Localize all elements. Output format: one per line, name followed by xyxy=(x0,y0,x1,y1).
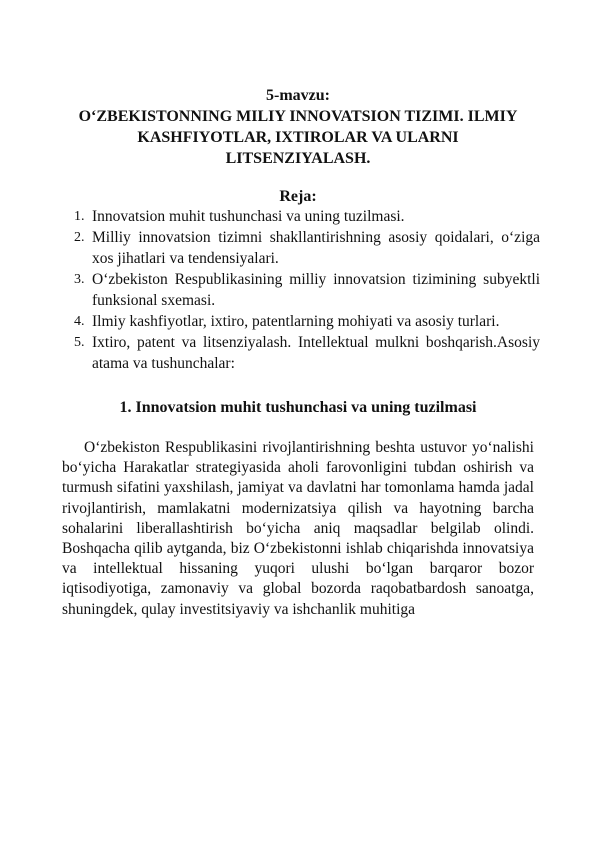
plan-list xyxy=(54,206,540,374)
plan-item xyxy=(54,269,540,311)
plan-item-number: 5. xyxy=(74,335,85,350)
plan-item-number: 4. xyxy=(74,314,85,329)
plan-item-text: Innovatsion muhit tushunchasi va uning tuzilmasi. xyxy=(92,208,405,225)
topic-title-line-3: LITSENZIYALASH. xyxy=(225,150,371,167)
plan-item-number: 2. xyxy=(74,230,85,245)
plan-title: Reja: xyxy=(279,188,317,205)
plan-item xyxy=(54,311,540,332)
section-heading: 1. Innovatsion muhit tushunchasi va uning tuzilmasi xyxy=(119,399,477,416)
plan-item xyxy=(54,206,540,227)
body-paragraph: O‘zbekiston Respublikasini rivojlantirishning beshta ustuvor yo‘nalishi bo‘yicha Harakatlar strategiyasida aholi farovonligini tubdan oshirish va turmush sifatini yaxshilash, jamiyat va davlatni har tomonlama hamda jadal rivojlantirish, mamlakatni modernizatsiya qilish va hayotning barcha sohalarini liberallashtirish bo‘yicha aniq maqsadlar belgilab olindi. Boshqacha qilib aytganda, biz O‘zbekistonni ishlab chiqarishda innovatsiya va intellektual hissaning yuqori ulushi bo‘lgan barqaror bozor iqtisodiyotiga, zamonaviy va global bozorda raqobatbardosh sanoatga, shuningdek, qulay investitsiyaviy va ishchanlik muhitiga xyxy=(62,439,534,618)
plan-item-text: Ixtiro, patent va litsenziyalash. Intellektual mulkni boshqarish.Asosiy atama va tushunchalar: xyxy=(92,334,540,372)
plan-item-text: Ilmiy kashfiyotlar, ixtiro, patentlarning mohiyati va asosiy turlari. xyxy=(92,313,500,330)
plan-item-number: 1. xyxy=(74,209,85,224)
plan-item xyxy=(54,227,540,269)
plan-item-text: Milliy innovatsion tizimni shakllantirishning asosiy qoidalari, o‘ziga xos jihatlari va tendensiyalari. xyxy=(92,229,540,267)
topic-title xyxy=(40,106,556,169)
topic-title-line-1: O‘ZBEKISTONNING MILIY INNOVATSION TIZIMI. ILMIY xyxy=(78,108,518,125)
plan-item-text: O‘zbekiston Respublikasining milliy innovatsion tizimining subyektli funksional sxemasi. xyxy=(92,271,540,309)
topic-title-line-2: KASHFIYOTLAR, IXTIROLAR VA ULARNI xyxy=(137,129,459,146)
topic-number: 5-mavzu: xyxy=(266,87,330,104)
plan-item-number: 3. xyxy=(74,272,85,287)
plan-item xyxy=(54,332,540,374)
